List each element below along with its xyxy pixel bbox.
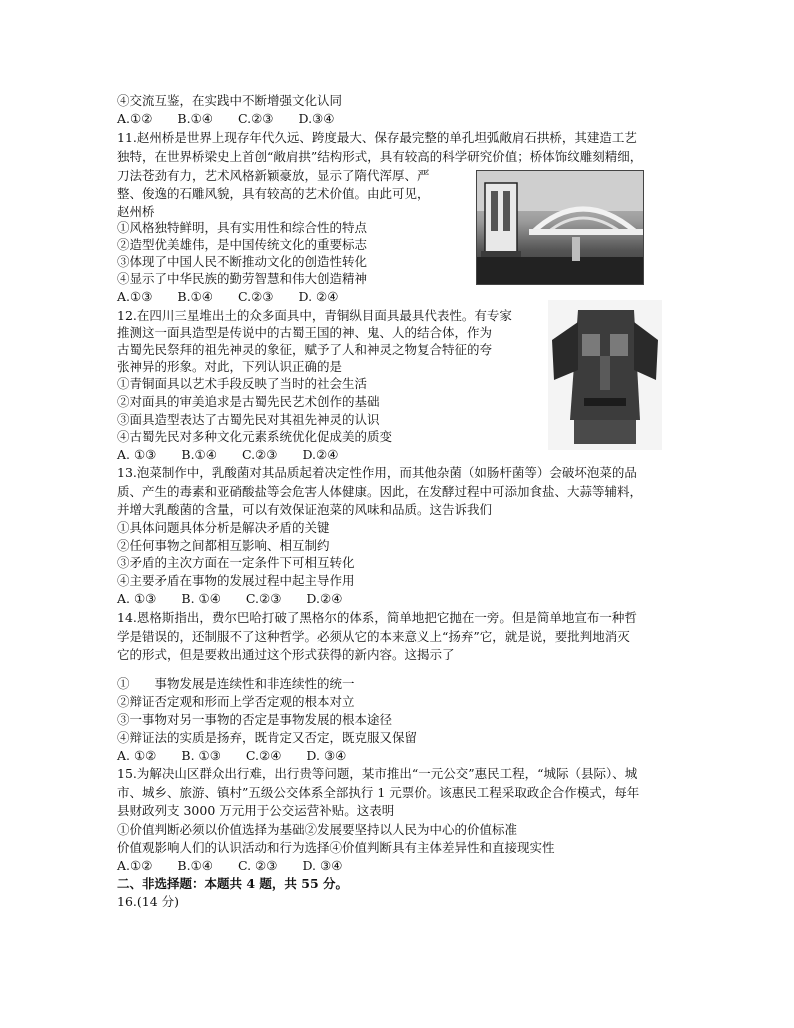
line-10: ③体现了中国人民不断推动文化的创造性转化 [117, 254, 368, 269]
zhaozhou-bridge-photo [476, 170, 644, 285]
line-04: 独特，在世界桥梁史上首创“敞肩拱”结构形式，具有较高的科学研究价值；桥体饰纹雕刻精细， [117, 149, 643, 164]
line-05: 刀法苍劲有力，艺术风格新颖豪放，显示了隋代浑厚、严 [117, 168, 430, 183]
line-18: ②对面具的审美追求是古蜀先民艺术创作的基础 [117, 394, 380, 409]
line-33: ① 事物发展是连续性和非连续性的统一 [117, 676, 355, 691]
line-29: A. ①③ B. ①④ C.②③ D.②④ [117, 591, 343, 606]
line-43: A.①② B.①④ C. ②③ D. ③④ [117, 858, 343, 873]
section-heading: 二、非选择题：本题共 4 题，共 55 分。 [117, 876, 349, 891]
line-20: ④古蜀先民对多种文化元素系统优化促成美的质变 [117, 429, 393, 444]
line-35: ③一事物对另一事物的否定是事物发展的根本途径 [117, 712, 393, 727]
line-41: ①价值判断必须以价值选择为基础②发展要坚持以人民为中心的价值标准 [117, 822, 518, 837]
line-37: A. ①② B. ①③ C.②④ D. ③④ [117, 748, 347, 763]
bronze-mask-photo [548, 300, 662, 450]
line-36: ④辩证法的实质是扬弃，既肯定又否定，既克服又保留 [117, 730, 418, 745]
line-09: ②造型优美雄伟，是中国传统文化的重要标志 [117, 237, 368, 252]
line-13: 12.在四川三星堆出土的众多面具中，青铜纵目面具最具代表性。有专家 [117, 308, 512, 323]
line-15: 古蜀先民祭拜的祖先神灵的象征，赋予了人和神灵之物复合特征的夸 [117, 342, 493, 357]
line-25: ①具体问题具体分析是解决矛盾的关键 [117, 520, 330, 535]
line-17: ①青铜面具以艺术手段反映了当时的社会生活 [117, 376, 368, 391]
line-31: 学是错误的，还制服不了这种哲学。必须从它的本来意义上“扬弃”它，就是说，要批判地消灭 [117, 629, 630, 644]
line-23: 质、产生的毒素和亚硝酸盐等会危害人体健康。因此，在发酵过程中可添加食盐、大蒜等辅料， [117, 484, 643, 499]
line-34: ②辩证否定观和形而上学否定观的根本对立 [117, 694, 355, 709]
line-42: 价值观影响人们的认识活动和行为选择④价值判断具有主体差异性和直接现实性 [117, 840, 555, 855]
line-08: ①风格独特鲜明，具有实用性和综合性的特点 [117, 220, 368, 235]
line-40: 县财政列支 3000 万元用于公交运营补贴。这表明 [117, 803, 395, 818]
line-28: ④主要矛盾在事物的发展过程中起主导作用 [117, 573, 355, 588]
line-02: A.①② B.①④ C.②③ D.③④ [117, 111, 335, 126]
line-14: 推测这一面具造型是传说中的古蜀王国的神、鬼、人的结合体，作为 [117, 325, 493, 340]
line-39: 市、城乡、旅游、镇村”五级公交体系全部执行 1 元票价。该惠民工程采取政企合作模式，每年 [117, 785, 640, 800]
line-11: ④显示了中华民族的勤劳智慧和伟大创造精神 [117, 271, 368, 286]
line-30: 14.恩格斯指出，费尔巴哈打破了黑格尔的体系，简单地把它抛在一旁。但是简单地宣布一种哲 [117, 610, 637, 625]
line-03: 11.赵州桥是世界上现存年代久远、跨度最大、保存最完整的单孔坦弧敞肩石拱桥，其建造工艺 [117, 130, 637, 145]
line-45: 16.(14 分) [117, 894, 180, 909]
line-16: 张神异的形象。对此，下列认识正确的是 [117, 359, 343, 374]
line-12: A.①③ B.①④ C.②③ D. ②④ [117, 289, 339, 304]
line-06: 整、俊逸的石雕风貌，具有较高的艺术价值。由此可见， [117, 186, 430, 201]
line-07: 赵州桥 [117, 204, 155, 219]
line-22: 13.泡菜制作中，乳酸菌对其品质起着决定性作用，而其他杂菌（如肠杆菌等）会破坏泡菜的品 [117, 465, 637, 480]
line-21: A. ①③ B.①④ C.②③ D.②④ [117, 447, 339, 462]
line-32: 它的形式，但是要救出通过这个形式获得的新内容。这揭示了 [117, 647, 455, 662]
line-24: 并增大乳酸菌的含量，可以有效保证泡菜的风味和品质。这告诉我们 [117, 502, 493, 517]
line-27: ③矛盾的主次方面在一定条件下可相互转化 [117, 555, 355, 570]
line-38: 15.为解决山区群众出行难，出行贵等问题，某市推出“一元公交”惠民工程，“城际（县际）、城 [117, 766, 638, 781]
line-26: ②任何事物之间都相互影响、相互制约 [117, 538, 330, 553]
line-19: ③面具造型表达了古蜀先民对其祖先神灵的认识 [117, 412, 380, 427]
line-01: ④交流互鉴，在实践中不断增强文化认同 [117, 93, 343, 108]
